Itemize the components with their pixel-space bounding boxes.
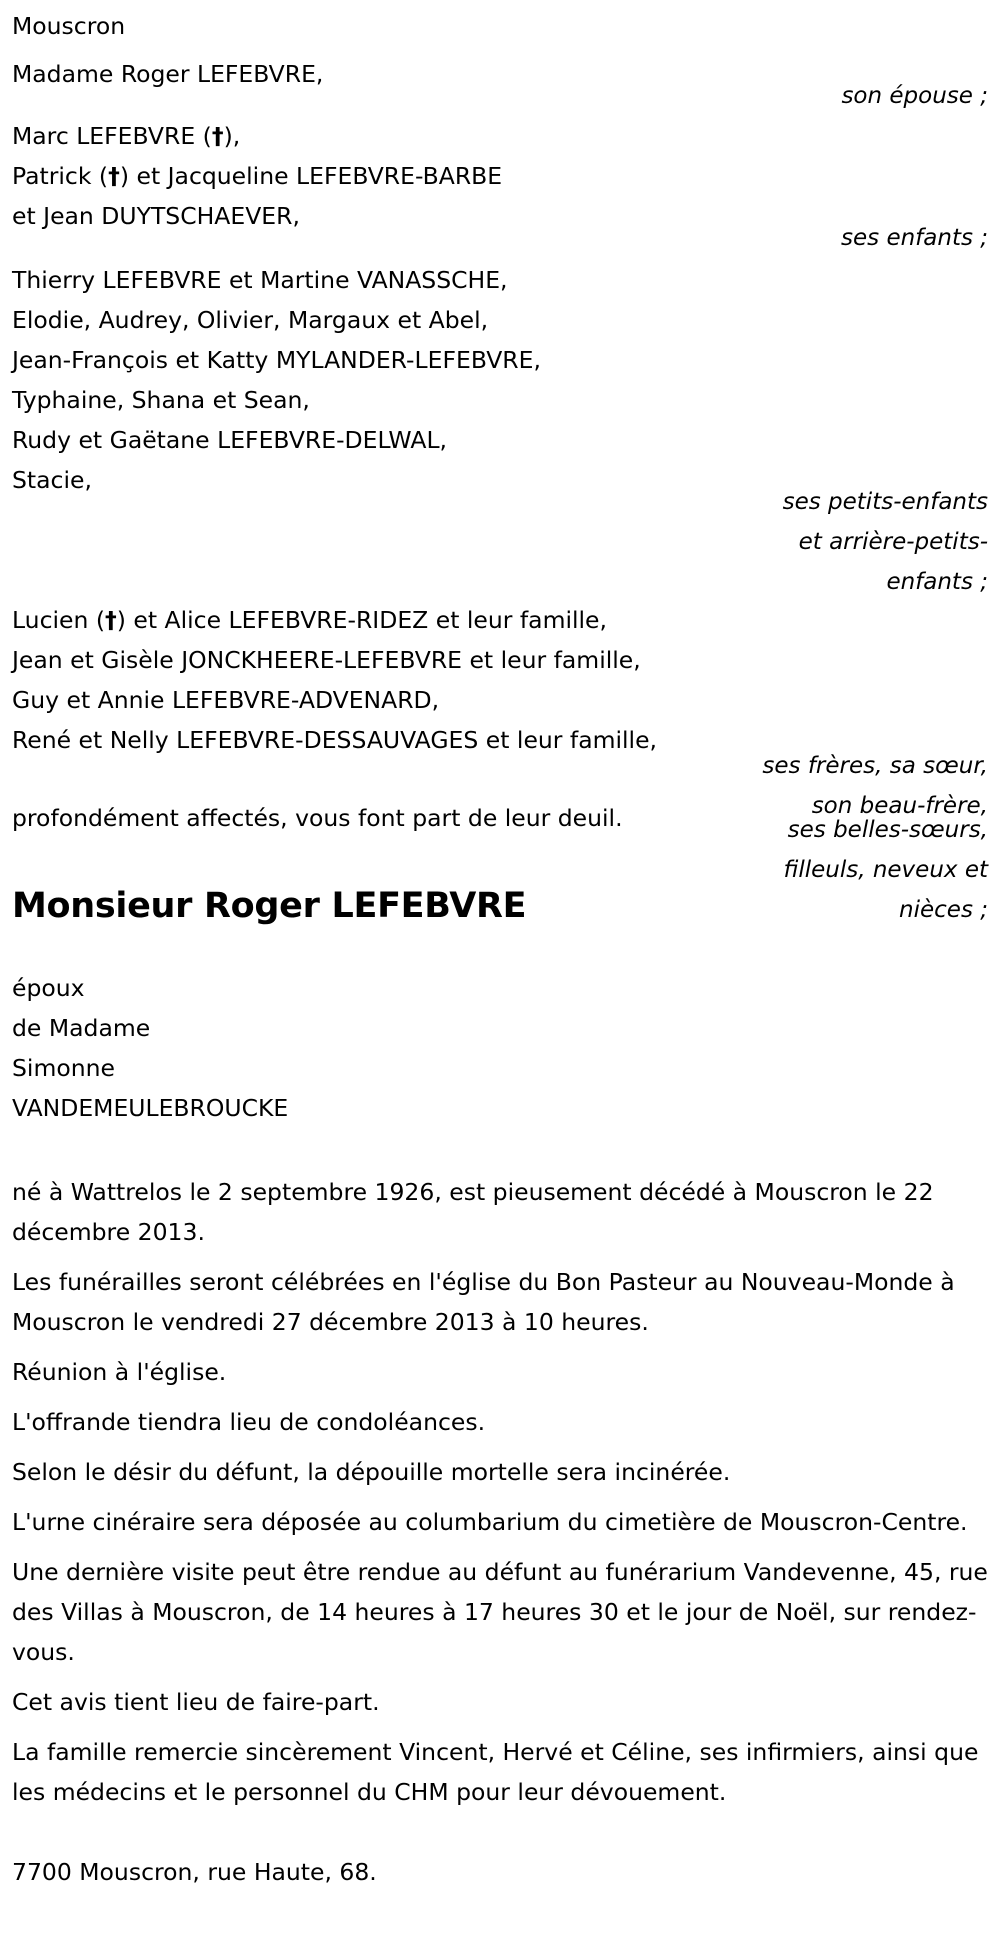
closing-statement: profondément affectés, vous font part de leur deuil. [12, 804, 623, 832]
funeral-paragraph: Les funérailles seront célébrées en l'église du Bon Pasteur au Nouveau-Monde à Mouscron le vendredi 27 décembre 2013 à 10 heures. [12, 1268, 955, 1336]
birth-death-paragraph: né à Wattrelos le 2 septembre 1926, est pieusement décédé à Mouscron le 22 décembre 2013. [12, 1178, 934, 1246]
grandchild-line: Jean-François et Katty MYLANDER-LEFEBVRE, [12, 346, 541, 374]
sibling-line: René et Nelly LEFEBVRE-DESSAUVAGES et leur famille, [12, 726, 658, 754]
children-role-label: ses enfants ; [841, 225, 988, 251]
children-list [12, 116, 502, 236]
siblings-role-label-4: filleuls, neveux et [783, 857, 988, 883]
spouse-name: Madame Roger LEFEBVRE, [12, 60, 324, 88]
deceased-name: Monsieur Roger LEFEBVRE [12, 886, 527, 926]
grandchild-line: Typhaine, Shana et Sean, [12, 386, 310, 414]
meeting-paragraph: Réunion à l'église. [12, 1358, 227, 1386]
spouse-of-block: époux de Madame Simonne VANDEMEULEBROUCKE [12, 974, 289, 1122]
details-block [12, 1172, 997, 1892]
urn-paragraph: L'urne cinéraire sera déposée au columbarium du cimetière de Mouscron-Centre. [12, 1508, 968, 1536]
siblings-role-label-5: nièces ; [899, 897, 988, 923]
sibling-line: Jean et Gisèle JONCKHEERE-LEFEBVRE et leur famille, [12, 646, 641, 674]
grandchild-line: Rudy et Gaëtane LEFEBVRE-DELWAL, [12, 426, 448, 454]
siblings-role-label-1: ses frères, sa sœur, [762, 753, 988, 779]
cross-icon: † [108, 162, 120, 190]
grandchild-line: Elodie, Audrey, Olivier, Margaux et Abel, [12, 306, 489, 334]
notice-paragraph: Cet avis tient lieu de faire-part. [12, 1688, 380, 1716]
grandchild-line: Thierry LEFEBVRE et Martine VANASSCHE, [12, 266, 508, 294]
grandchildren-list [12, 260, 541, 500]
child-line: et Jean DUYTSCHAEVER, [12, 202, 300, 230]
grandchild-line: Stacie, [12, 466, 92, 494]
address: 7700 Mouscron, rue Haute, 68. [12, 1858, 377, 1886]
siblings-role-label-2: son beau-frère, [811, 793, 988, 819]
cross-icon: † [105, 606, 117, 634]
spouse-role-label: son épouse ; [841, 83, 988, 109]
child-line: Marc LEFEBVRE (†), [12, 122, 241, 150]
grandchildren-role-label: ses petits-enfants et arrière-petits- enfants ; [782, 489, 988, 595]
cremation-paragraph: Selon le désir du défunt, la dépouille mortelle sera incinérée. [12, 1458, 731, 1486]
visit-paragraph: Une dernière visite peut être rendue au défunt au funérarium Vandevenne, 45, rue des Villas à Mouscron, de 14 heures à 17 heures 30 et le jour de Noël, sur rendez-vous. [12, 1558, 988, 1666]
sibling-line: Guy et Annie LEFEBVRE-ADVENARD, [12, 686, 440, 714]
city-heading: Mouscron [12, 12, 126, 40]
sibling-line: Lucien (†) et Alice LEFEBVRE-RIDEZ et leur famille, [12, 606, 607, 634]
siblings-role-label-3: ses belles-sœurs, [787, 817, 988, 843]
offering-paragraph: L'offrande tiendra lieu de condoléances. [12, 1408, 486, 1436]
child-line: Patrick (†) et Jacqueline LEFEBVRE-BARBE [12, 162, 503, 190]
cross-icon: † [211, 122, 224, 150]
thanks-paragraph: La famille remercie sincèrement Vincent, Hervé et Céline, ses infirmiers, ainsi que les médecins et le personnel du CHM pour leur dévouement. [12, 1738, 979, 1806]
siblings-list [12, 600, 657, 760]
